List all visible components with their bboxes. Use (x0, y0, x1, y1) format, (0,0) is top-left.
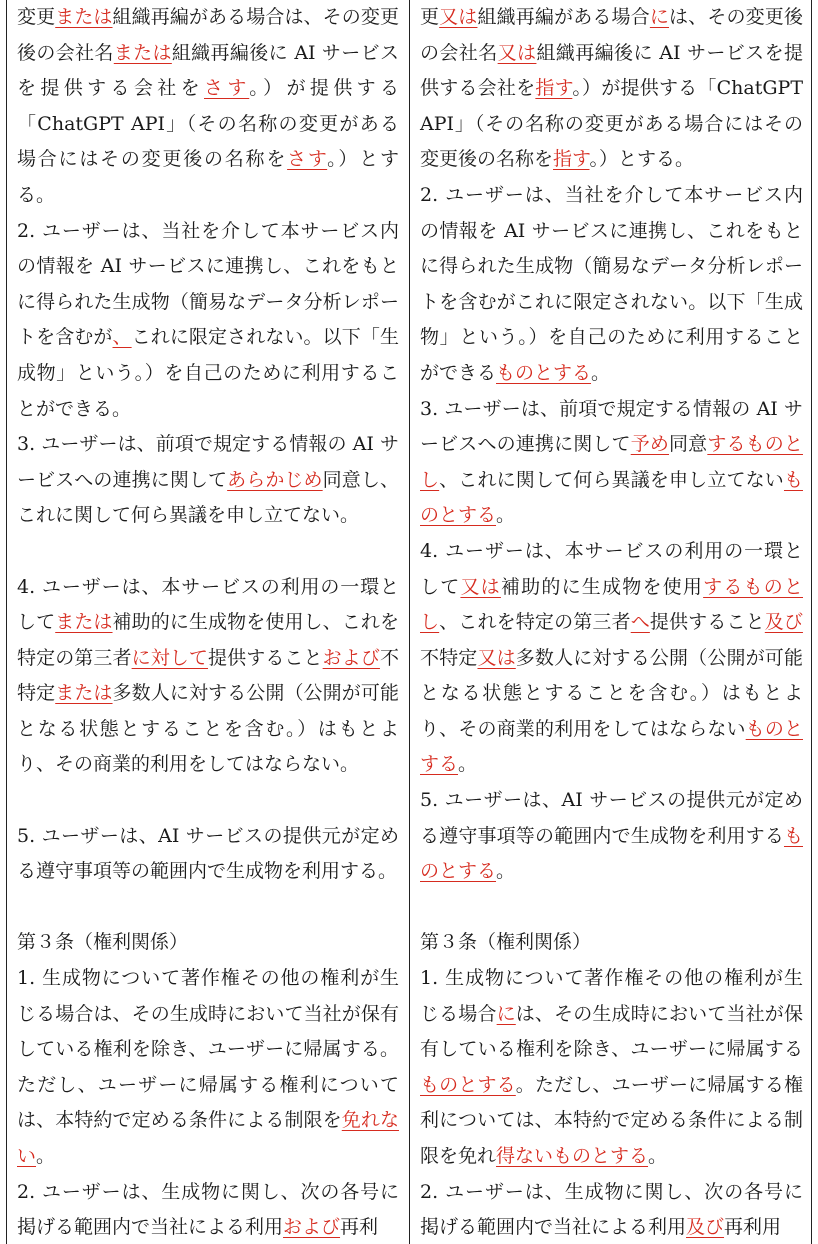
text-run: 同意し、これに関して何ら異議を申し立てない。 (17, 468, 399, 527)
revision-mark: 又は (477, 646, 516, 669)
revision-mark: 及び (686, 1216, 725, 1239)
blank-line (17, 534, 399, 570)
revision-mark: 又は (439, 6, 478, 28)
revision-mark: あらかじめ (227, 468, 323, 491)
revision-mark: 免れない (17, 1109, 399, 1167)
text-run: 組織再編後に AI サービスを提供する会社を (420, 41, 803, 100)
revision-mark: 及び (764, 611, 803, 634)
comparison-table (6, 0, 812, 1244)
text-run: 補助的に生成物を使用 (500, 575, 704, 598)
paragraph (17, 427, 399, 534)
revision-mark: ものとする (420, 717, 803, 776)
text-run: 2. ユーザーは、生成物に関し、次の各号に掲げる範囲内で当社による利用 (420, 1180, 803, 1239)
revision-mark: ものとする (420, 1073, 516, 1096)
text-run: は、その変更後の会社名 (420, 6, 803, 64)
revision-mark: 指す (535, 77, 573, 100)
text-run: 。 (458, 753, 478, 776)
text-run: 多数人に対する公開（公開が可能となる状態とすることを含む。）はもとより、その商業的利用をしてはならない。 (17, 682, 399, 776)
paragraph (17, 819, 399, 890)
text-run: 。）が提供する「ChatGPT API」（その名称の変更がある場合にはその変更後の名称を (17, 77, 399, 171)
revision-mark: または (55, 6, 113, 28)
text-run: 補助的に生成物を使用し、これを特定の第三者 (17, 611, 399, 669)
revision-mark: 又は (460, 575, 501, 598)
text-run: 5. ユーザーは、AI サービスの提供元が定める遵守事項等の範囲内で生成物を利用する (420, 789, 803, 847)
paragraph (420, 392, 803, 534)
revision-mark: または (55, 611, 113, 634)
paragraph (17, 214, 399, 428)
revision-mark: に対して (131, 646, 209, 669)
text-run: 組織再編がある場合 (477, 6, 650, 28)
text-run: 。）とする。 (589, 148, 695, 171)
text-run: 。 (591, 361, 611, 384)
text-run: 。ただし、ユーザーに帰属する権利については、本特約で定める条件による制限を免れ (420, 1073, 803, 1167)
text-run: 不特定 (17, 646, 399, 705)
revision-mark: さす (287, 148, 328, 171)
text-run: 2. ユーザーは、当社を介して本サービス内の情報を AI サービスに連携し、これをもとに得られた生成物（簡易なデータ分析レポートを含むが (17, 219, 399, 349)
text-run: 組織再編後に AI サービスを提供する会社を (17, 41, 399, 100)
paragraph (17, 961, 399, 1175)
text-run: 2. ユーザーは、生成物に関し、次の各号に掲げる範囲内で当社による利用 (17, 1180, 399, 1239)
revision-mark: 、 (112, 326, 132, 349)
text-run: 更 (420, 6, 440, 28)
text-run: 3. ユーザーは、前項で規定する情報の AI サービスへの連携に関して (17, 433, 399, 491)
blank-line (420, 890, 803, 926)
revision-mark: および (283, 1216, 341, 1239)
paragraph (420, 0, 803, 178)
paragraph (17, 570, 399, 784)
revision-mark: するものとし (420, 433, 803, 491)
text-run: 提供すること (649, 611, 765, 634)
revision-mark: ものとする (420, 468, 803, 527)
text-run: 多数人に対する公開（公開が可能となる状態とすることを含む。）はもとより、その商業的利用をしてはならない (420, 646, 803, 740)
paragraph (17, 1175, 399, 1244)
text-run: 1. 生成物について著作権その他の権利が生じる場合は、その生成時において当社が保有している権利を除き、ユーザーに帰属する。ただし、ユーザーに帰属する権利については、本特約で定める条件による制限を (17, 967, 399, 1132)
text-run: 。 (36, 1145, 56, 1167)
paragraph (420, 925, 803, 961)
text-run: 3. ユーザーは、前項で規定する情報の AI サービスへの連携に関して (420, 397, 803, 456)
text-run: 2. ユーザーは、当社を介して本サービス内の情報を AI サービスに連携し、これをもとに得られた生成物（簡易なデータ分析レポートを含むがこれに限定されない。以下「生成物」という。）を自己のために利用することができる (420, 183, 803, 384)
original-text-column (7, 0, 410, 1244)
text-run: 5. ユーザーは、AI サービスの提供元が定める遵守事項等の範囲内で生成物を利用する。 (17, 824, 399, 883)
text-run: 4. ユーザーは、本サービスの利用の一環として (17, 575, 399, 634)
paragraph (420, 961, 803, 1175)
paragraph (17, 925, 399, 961)
text-run: 。 (496, 860, 516, 883)
text-run: 変更 (17, 6, 56, 28)
text-run: 。）が提供する「ChatGPT API」（その名称の変更がある場合にはその変更後の名称を (420, 77, 803, 171)
revision-mark: 得ないものとする (496, 1145, 649, 1167)
blank-line (17, 783, 399, 819)
text-run: 第３条（権利関係） (420, 931, 592, 954)
revision-mark: するものとし (420, 575, 803, 634)
revision-mark: 又は (497, 41, 537, 64)
revision-mark: に (496, 1002, 516, 1025)
revision-mark: に (649, 6, 670, 28)
text-run: 。）とする。 (17, 148, 399, 206)
revised-text-column (410, 0, 813, 1244)
revision-mark: または (113, 41, 172, 64)
text-run: は、その生成時において当社が保有している権利を除き、ユーザーに帰属する (420, 1002, 803, 1061)
text-run: 、これを特定の第三者 (439, 611, 631, 634)
revision-mark: 予め (630, 433, 670, 456)
paragraph (420, 178, 803, 392)
blank-line (17, 890, 399, 926)
text-run: これに限定されない。以下「生成物」という。）を自己のために利用することができる。 (17, 326, 399, 420)
text-run: 。 (496, 504, 516, 527)
text-run: 1. 生成物について著作権その他の権利が生じる場合 (420, 967, 803, 1025)
revision-mark: ものとする (496, 361, 592, 384)
paragraph (420, 783, 803, 890)
revision-mark: へ (630, 611, 650, 634)
paragraph (420, 1175, 803, 1244)
text-run: 組織再編がある場合は、その変更後の会社名 (17, 6, 399, 64)
text-run: 、これに関して何ら異議を申し立てない (439, 468, 784, 491)
revision-mark: さす (204, 77, 250, 100)
text-run: 。 (648, 1145, 668, 1167)
revision-mark: および (322, 646, 380, 669)
text-run: 第３条（権利関係） (17, 931, 189, 954)
text-run: 提供すること (208, 646, 323, 669)
paragraph (420, 534, 803, 783)
revision-mark: または (55, 682, 113, 705)
revision-mark: ものとする (420, 824, 803, 883)
revision-mark: 指す (553, 148, 590, 171)
text-run: 4. ユーザーは、本サービスの利用の一環として (420, 539, 803, 598)
text-run: 不特定 (420, 646, 478, 669)
paragraph (17, 0, 399, 214)
text-run: 同意 (669, 433, 708, 456)
text-run: 再利用 (724, 1216, 782, 1239)
text-run: 再利 (340, 1216, 379, 1239)
